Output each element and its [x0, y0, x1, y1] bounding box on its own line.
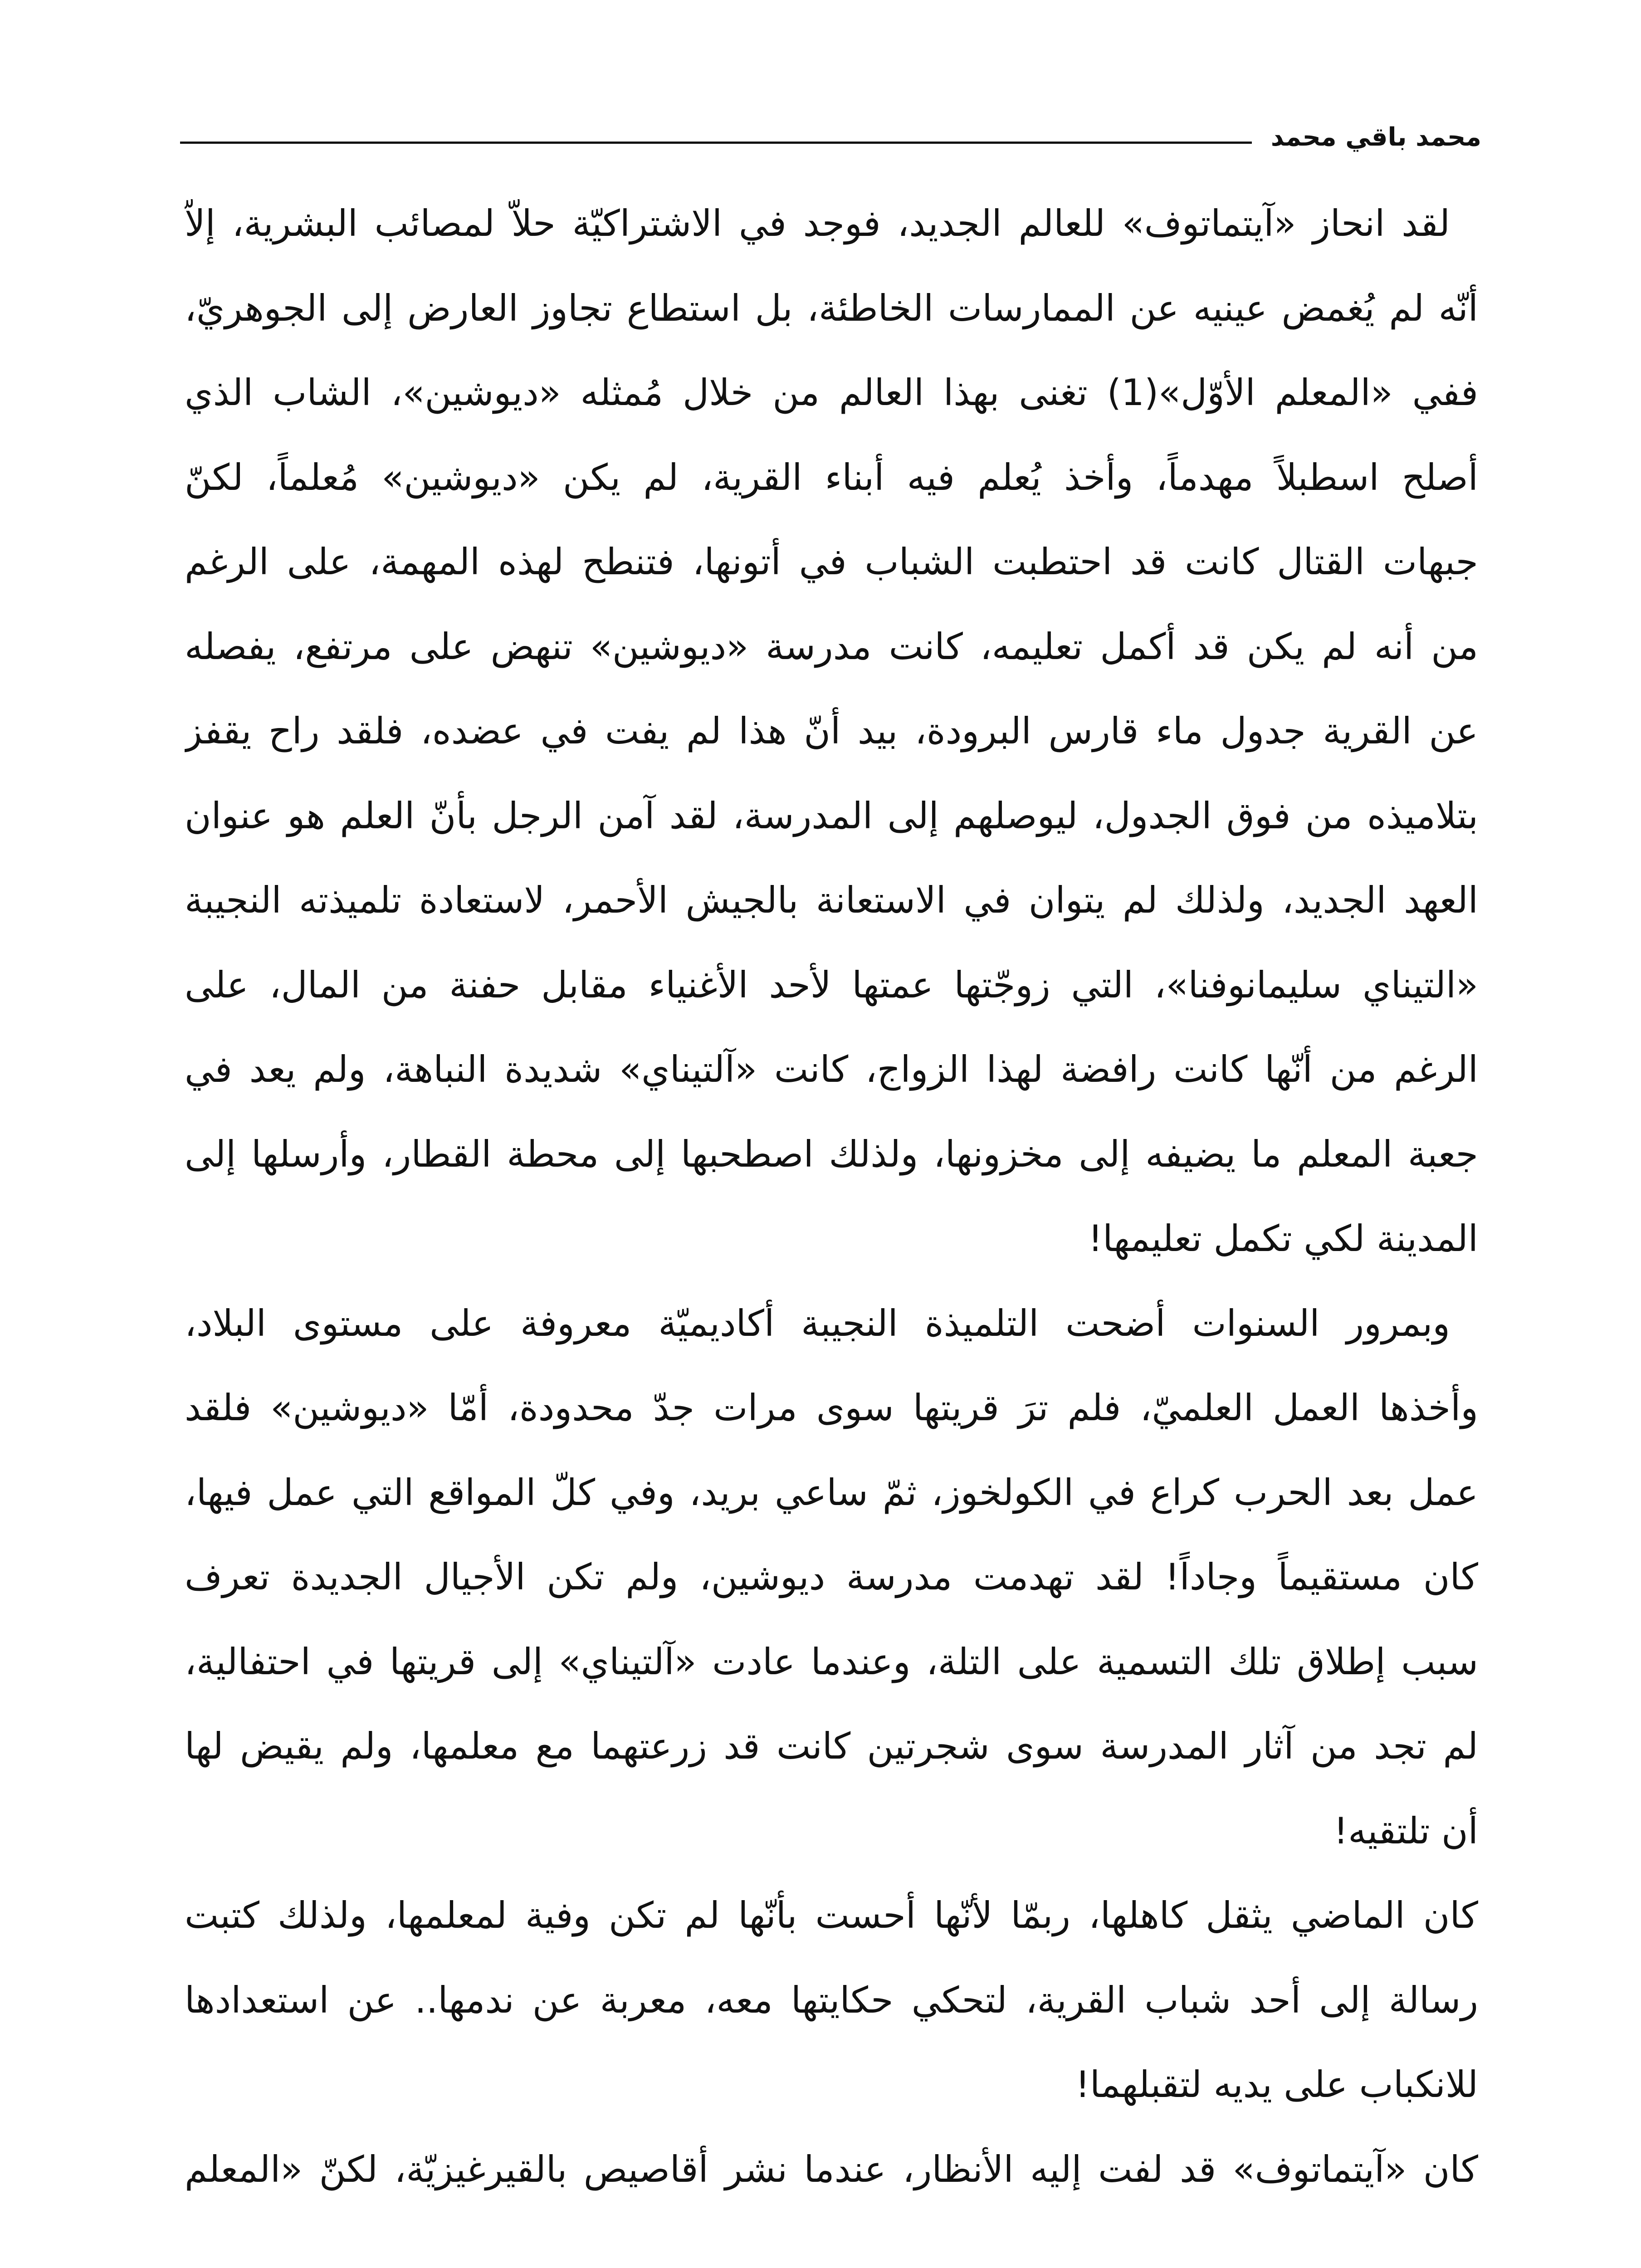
author-name: محمد باقي محمد	[1270, 122, 1481, 152]
text-line: وبمرور السنوات أضحت التلميذة النجيبة أكاديميّة معروفة على مستوى البلاد،	[185, 1302, 1450, 1344]
text-line: لقد انحاز «آيتماتوف» للعالم الجديد، فوجد في الاشتراكيّة حلاّ لمصائب البشرية، إلاّ	[185, 202, 1450, 244]
text-line: جبهات القتال كانت قد احتطبت الشباب في أتونها، فتنطح لهذه المهمة، على الرغم	[185, 541, 1478, 583]
text-line: كان مستقيماً وجاداً! لقد تهدمت مدرسة ديوشين، ولم تكن الأجيال الجديدة تعرف	[185, 1556, 1478, 1598]
text-line: المدينة لكي تكمل تعليمها!	[1088, 1217, 1478, 1260]
paragraph	[185, 1873, 1478, 2127]
text-line: كان الماضي يثقل كاهلها، ربمّا لأنّها أحست بأنّها لم تكن وفية لمعلمها، ولذلك كتبت	[185, 1894, 1478, 1936]
text-line: أن تلتقيه!	[1333, 1809, 1478, 1852]
paragraph	[185, 2127, 1478, 2212]
text-line: الرغم من أنّها كانت رافضة لهذا الزواج، كانت «آلتيناي» شديدة النباهة، ولم يعد في	[185, 1048, 1478, 1090]
text-line: بتلاميذه من فوق الجدول، ليوصلهم إلى المدرسة، لقد آمن الرجل بأنّ العلم هو عنوان	[185, 794, 1478, 837]
text-line: العهد الجديد، ولذلك لم يتوان في الاستعانة بالجيش الأحمر، لاستعادة تلميذته النجيبة	[185, 879, 1478, 921]
text-line: جعبة المعلم ما يضيفه إلى مخزونها، ولذلك اصطحبها إلى محطة القطار، وأرسلها إلى	[185, 1133, 1478, 1175]
text-line: ففي «المعلم الأوّل»(1) تغنى بهذا العالم من خلال مُمثله «ديوشين»، الشاب الذي	[185, 371, 1478, 414]
text-line: رسالة إلى أحد شباب القرية، لتحكي حكايتها معه، معربة عن ندمها.. عن استعدادها	[185, 1979, 1478, 2021]
text-line: أصلح اسطبلاً مهدماً، وأخذ يُعلم فيه أبناء القرية، لم يكن «ديوشين» مُعلماً، لكنّ	[185, 456, 1478, 499]
text-line: للانكباب على يديه لتقبلهما!	[1075, 2063, 1478, 2106]
text-line: وأخذها العمل العلميّ، فلم ترَ قريتها سوى مرات جدّ محدودة، أمّا «ديوشين» فلقد	[185, 1387, 1478, 1429]
text-line: كان «آيتماتوف» قد لفت إليه الأنظار، عندما نشر أقاصيص بالقيرغيزيّة، لكنّ «المعلم	[185, 2148, 1478, 2190]
text-line: لم تجد من آثار المدرسة سوى شجرتين كانت قد زرعتهما مع معلمها، ولم يقيض لها	[185, 1725, 1478, 1767]
text-line: من أنه لم يكن قد أكمل تعليمه، كانت مدرسة «ديوشين» تنهض على مرتفع، يفصله	[185, 625, 1478, 668]
text-line: عن القرية جدول ماء قارس البرودة، بيد أنّ هذا لم يفت في عضده، فلقد راح يقفز	[185, 710, 1478, 752]
paragraph	[185, 181, 1478, 1281]
body-text	[185, 181, 1478, 2212]
text-line: أنّه لم يُغمض عينيه عن الممارسات الخاطئة، بل استطاع تجاوز العارض إلى الجوهريّ،	[185, 287, 1478, 329]
header-rule	[180, 142, 1252, 144]
text-line: «التيناي سليمانوفنا»، التي زوجّتها عمتها لأحد الأغنياء مقابل حفنة من المال، على	[185, 963, 1478, 1006]
text-line: عمل بعد الحرب كراع في الكولخوز، ثمّ ساعي بريد، وفي كلّ المواقع التي عمل فيها،	[185, 1471, 1478, 1514]
text-line: سبب إطلاق تلك التسمية على التلة، وعندما عادت «آلتيناي» إلى قريتها في احتفالية،	[185, 1640, 1478, 1683]
paragraph	[185, 1281, 1478, 1874]
